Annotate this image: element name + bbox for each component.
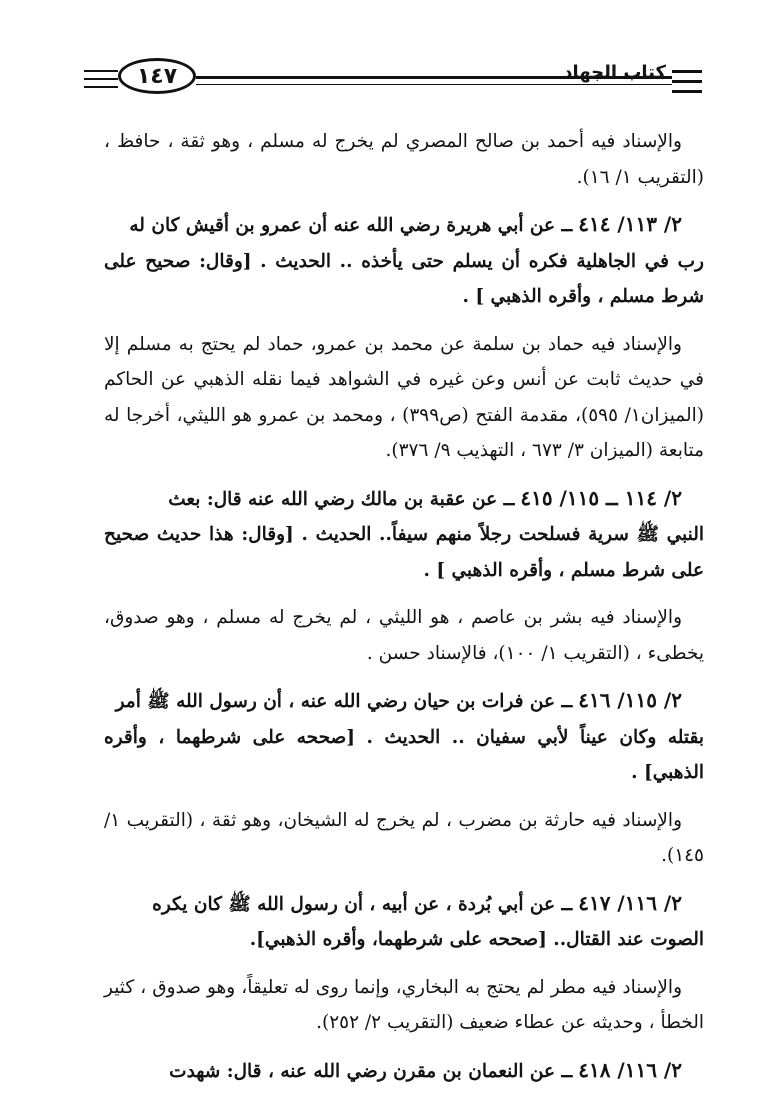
header-dash-bottom — [672, 90, 702, 93]
isnad-text: والإسناد فيه حماد بن سلمة عن محمد بن عمرو، حماد لم يحتج به مسلم إلا في حديث ثابت عن أنس وعن غيره في الشواهد فيما نقله الذهبي عن الحاكم (الميزان١/ ٥٩٥)، مقدمة الفتح (ص٣٩٩) ، ومحمد بن عمرو هو الليثي، أخرجا له متابعة (الميزان ٣/ ٦٧٣ ، التهذيب ٩/ ٣٧٦). — [104, 333, 704, 461]
page-number: ١٤٧ — [118, 58, 196, 94]
hadith-lead: عن النعمان بن مقرن رضي الله عنه ، قال: شهدت — [169, 1060, 556, 1082]
header-rule-left-mid — [84, 78, 118, 80]
isnad-text: والإسناد فيه أحمد بن صالح المصري لم يخرج له مسلم ، وهو ثقة ، حافظ ، (التقريب ١/ ١٦). — [104, 131, 704, 188]
hadith-entry: ٢/ ١١٤ ــ ١١٥/ ٤١٥ ــ عن عقبة بن مالك رضي الله عنه قال: بعث النبي ﷺ سرية فسلحت رجلاً منهم سيفاً.. الحديث . [وقال: هذا حديث صحيح على شرط مسلم ، وأقره الذهبي ] . — [104, 481, 704, 589]
hadith-entry: ٢/ ١١٥/ ٤١٦ ــ عن فرات بن حيان رضي الله عنه ، أن رسول الله ﷺ أمر بقتله وكان عيناً لأبي سفيان .. الحديث . [صححه على شرطهما ، وأقره الذهبي] . — [104, 683, 704, 791]
page-header — [0, 0, 766, 110]
header-rule-left-bottom — [84, 86, 118, 88]
isnad-paragraph — [104, 970, 704, 1041]
hadith-entry: ٢/ ١١٣/ ٤١٤ ــ عن أبي هريرة رضي الله عنه أن عمرو بن أقيش كان له رب في الجاهلية فكره أن يسلم حتى يأخذه .. الحديث . [وقال: صحيح على شرط مسلم ، وأقره الذهبي ] . — [104, 207, 704, 315]
isnad-paragraph — [104, 124, 704, 195]
hadith-number: ٢/ ١١٦/ ٤١٧ — [578, 890, 682, 915]
isnad-text: والإسناد فيه بشر بن عاصم ، هو الليثي ، لم يخرج له مسلم ، وهو صدوق، يخطىء ، (التقريب ١/ ١٠٠)، فالإسناد حسن . — [104, 607, 704, 664]
hadith-lead: عن أبي بُردة ، عن أبيه ، أن رسول الله ﷺ كان يكره — [152, 893, 556, 915]
hadith-body: بقتله وكان عيناً لأبي سفيان .. الحديث . [صححه على شرطهما ، وأقره الذهبي] . — [104, 726, 704, 783]
page-body — [104, 124, 704, 1101]
hadith-entry: ٢/ ١١٦/ ٤١٨ ــ عن النعمان بن مقرن رضي الله عنه ، قال: شهدت — [169, 1057, 682, 1082]
hadith-number: ٢/ ١١٥/ ٤١٦ — [578, 688, 682, 712]
isnad-paragraph — [104, 600, 704, 671]
hadith-lead: عن عقبة بن مالك رضي الله عنه قال: بعث — [168, 488, 498, 510]
hadith-number: ٢/ ١١٦/ ٤١٨ — [578, 1057, 682, 1082]
hadith-lead: عن أبي هريرة رضي الله عنه أن عمرو بن أقيش كان له — [129, 215, 556, 236]
isnad-paragraph — [104, 803, 704, 874]
isnad-text: والإسناد فيه حارثة بن مضرب ، لم يخرج له الشيخان، وهو ثقة ، (التقريب ١/ ١٤٥). — [104, 809, 704, 866]
isnad-paragraph — [104, 327, 704, 469]
hadith-entry: ٢/ ١١٦/ ٤١٧ ــ عن أبي بُردة ، عن أبيه ، أن رسول الله ﷺ كان يكره الصوت عند القتال.. [صححه على شرطهما، وأقره الذهبي]. — [104, 886, 704, 958]
isnad-text: والإسناد فيه مطر لم يحتج به البخاري، وإنما روى له تعليقاً، وهو صدوق ، كثير الخطأ ، وحديثه عن عطاء ضعيف (التقريب ٢/ ٢٥٢). — [104, 976, 704, 1033]
header-rule-thin — [196, 84, 672, 85]
hadith-lead: عن فرات بن حيان رضي الله عنه ، أن رسول الله ﷺ أمر — [115, 691, 556, 712]
header-rule-left-top — [84, 70, 118, 72]
header-dash-middle — [672, 80, 702, 83]
header-dash-top — [672, 70, 702, 73]
hadith-number: ٢/ ١١٤ ــ ١١٥/ ٤١٥ — [520, 485, 682, 510]
hadith-body: النبي ﷺ سرية فسلحت رجلاً منهم سيفاً.. الحديث . [وقال: هذا حديث صحيح على شرط مسلم ، وأقره الذهبي ] . — [104, 524, 704, 581]
book-title: كتاب الجهاد — [563, 62, 666, 83]
hadith-body: الصوت عند القتال.. [صححه على شرطهما، وأقره الذهبي]. — [249, 929, 704, 950]
hadith-body: رب في الجاهلية فكره أن يسلم حتى يأخذه .. الحديث . [وقال: صحيح على شرط مسلم ، وأقره الذهبي ] . — [104, 250, 704, 307]
hadith-number: ٢/ ١١٣/ ٤١٤ — [578, 212, 682, 236]
